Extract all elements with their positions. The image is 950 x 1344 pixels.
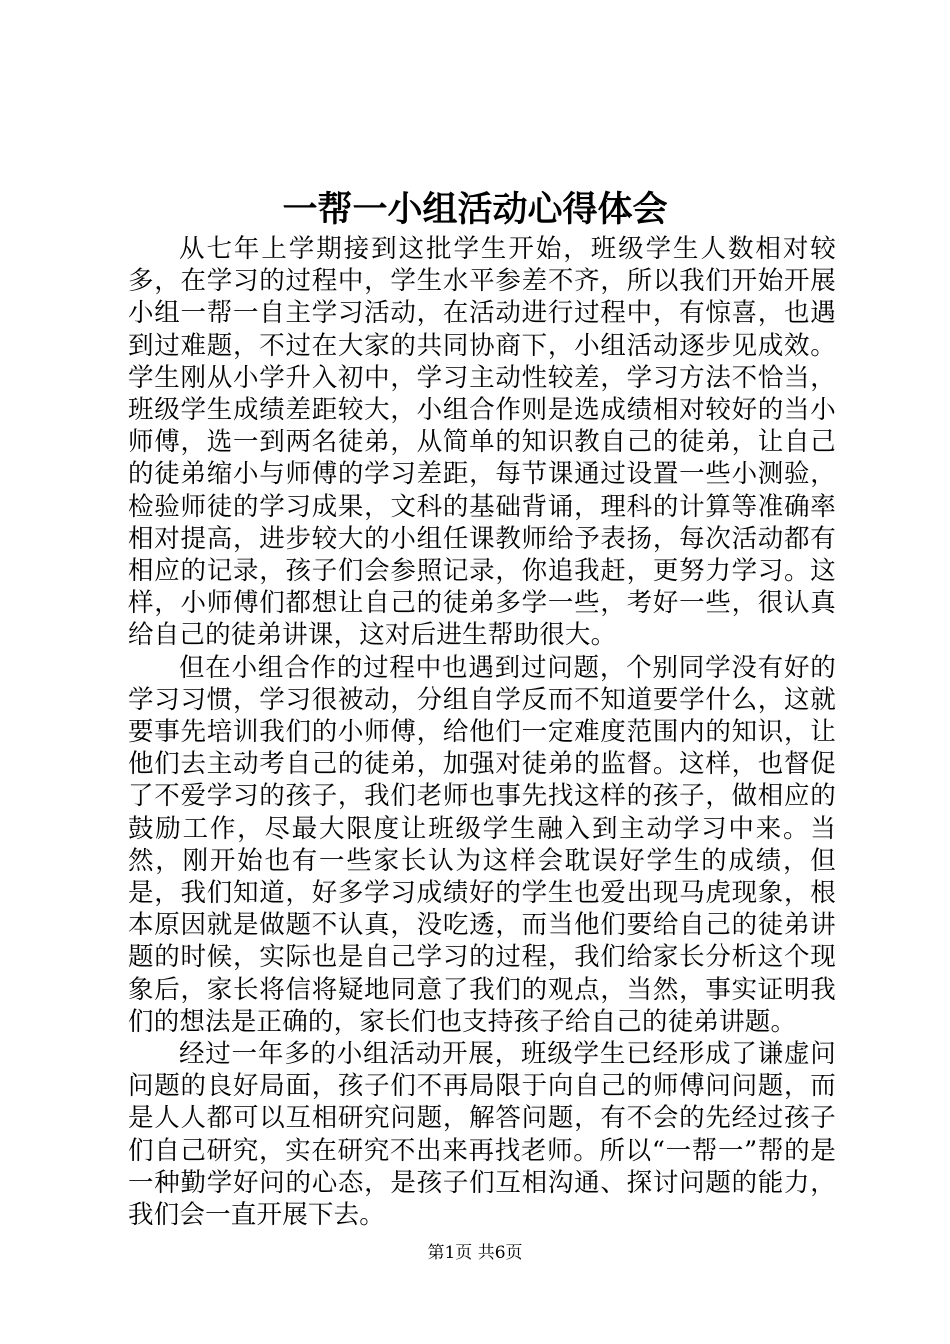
paragraph: 但在小组合作的过程中也遇到过问题，个别同学没有好的学习习惯，学习很被动，分组自学反而不知道要学什么，这就要事先培训我们的小师傅，给他们一定难度范围内的知识，让他们去主动考自己的徒弟，加强对徒弟的监督。这样，也督促了不爱学习的孩子，我们老师也事先找这样的孩子，做相应的鼓励工作，尽最大限度让班级学生融入到主动学习中来。当然，刚开始也有一些家长认为这样会耽误好学生的成绩，但是，我们知道，好多学习成绩好的学生也爱出现马虎现象，根本原因就是做题不认真，没吃透，而当他们要给自己的徒弟讲题的时候，实际也是自己学习的过程，我们给家长分析这个现象后，家长将信将疑地同意了我们的观点，当然，事实证明我们的想法是正确的，家长们也支持孩子给自己的徒弟讲题。 <box>128 652 836 1037</box>
page-footer: 第1页 共6页 <box>427 1243 523 1263</box>
paragraph: 从七年上学期接到这批学生开始，班级学生人数相对较多，在学习的过程中，学生水平参差不齐，所以我们开始开展小组一帮一自主学习活动，在活动进行过程中，有惊喜，也遇到过难题，不过在大家的共同协商下，小组活动逐步见成效。学生刚从小学升入初中，学习主动性较差，学习方法不恰当，班级学生成绩差距较大，小组合作则是选成绩相对较好的当小师傅，选一到两名徒弟，从简单的知识教自己的徒弟，让自己的徒弟缩小与师傅的学习差距，每节课通过设置一些小测验，检验师徒的学习成果，文科的基础背诵，理科的计算等准确率相对提高，进步较大的小组任课教师给予表扬，每次活动都有相应的记录，孩子们会参照记录，你追我赶，更努力学习。这样，小师傅们都想让自己的徒弟多学一些，考好一些，很认真给自己的徒弟讲课，这对后进生帮助很大。 <box>128 234 836 651</box>
paragraph: 经过一年多的小组活动开展，班级学生已经形成了谦虚问问题的良好局面，孩子们不再局限于向自己的师傅问问题，而是人人都可以互相研究问题，解答问题，有不会的先经过孩子们自己研究，实在研究不出来再找老师。所以“一帮一”帮的是一种勤学好问的心态，是孩子们互相沟通、探讨问题的能力，我们会一直开展下去。 <box>128 1039 836 1231</box>
document-body <box>128 233 836 1231</box>
document-title: 一帮一小组活动心得体会 <box>282 189 668 230</box>
